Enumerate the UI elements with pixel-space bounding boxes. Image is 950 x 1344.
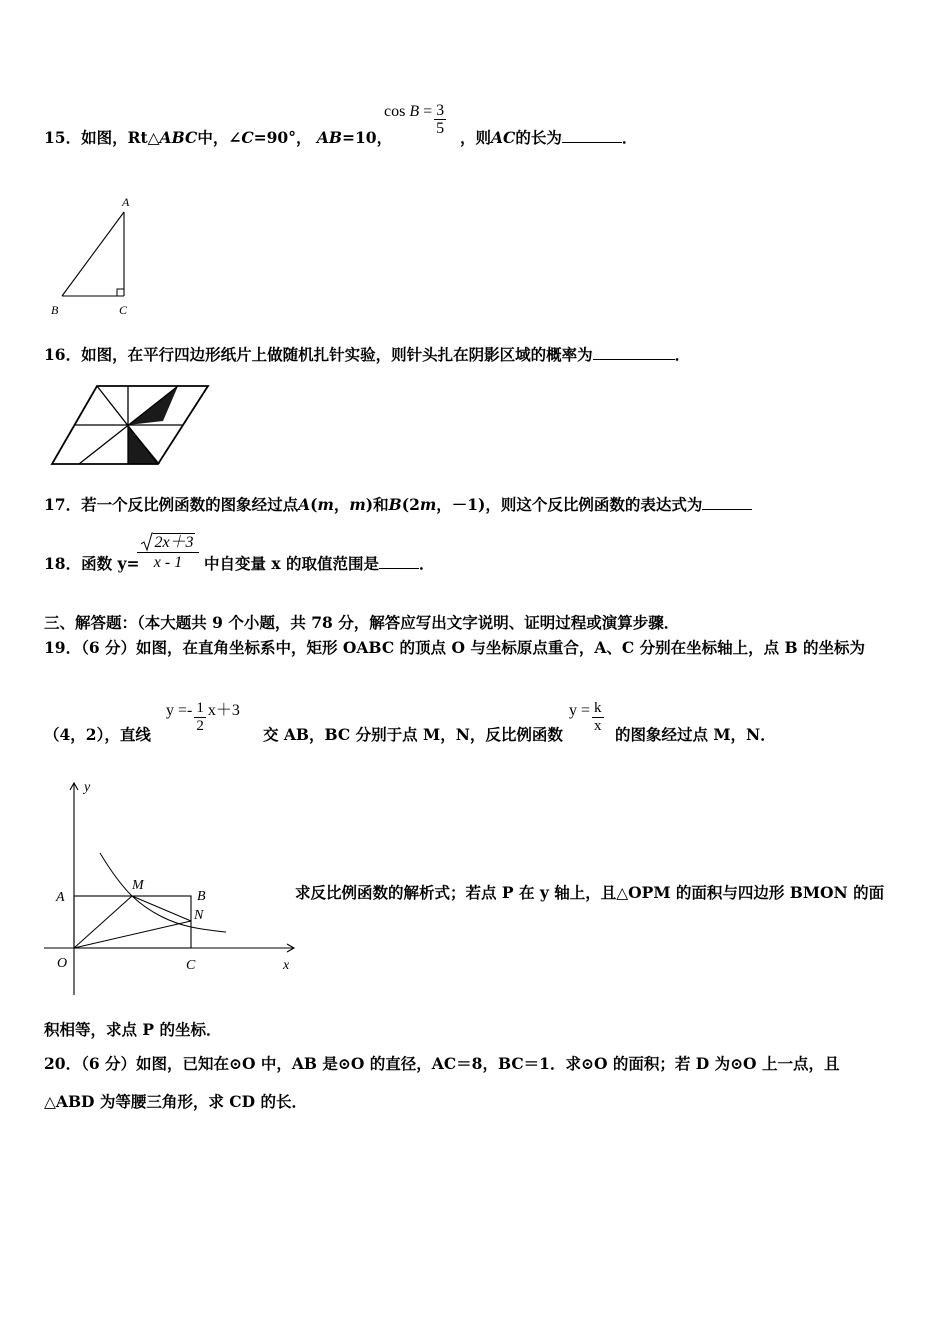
q19-end: 的图象经过点 M，N．: [615, 725, 776, 744]
q19-side-text: 求反比例函数的解析式；若点 P 在 y 轴上，且△OPM 的面积与四边形 BMON 的面: [295, 883, 885, 902]
q19-point: （4，2），直线: [44, 725, 151, 744]
q16-parallelogram-figure: [48, 382, 214, 472]
label-m: M: [132, 878, 144, 893]
q16-line: 16．如图，在平行四边形纸片上做随机扎针实验，则针头扎在阴影区域的概率为 ．: [44, 345, 691, 364]
answer-blank: [593, 345, 675, 360]
q15-triangle-figure: [40, 192, 150, 322]
q15-cos-formula: cos B = $\frac{3}{5}$: [384, 102, 445, 137]
q20-line2: △ABD 为等腰三角形，求 CD 的长．: [44, 1092, 307, 1111]
q19-mid: 交 AB，BC 分别于点 M，N，反比例函数: [263, 725, 563, 744]
answer-blank: [562, 128, 622, 143]
q19-coordinate-figure: [40, 775, 300, 1000]
q19-line-equation: y =- $\frac{1}{2}$ x＋3: [166, 700, 240, 734]
label-o: O: [57, 956, 68, 971]
q18-fraction: 2x＋3 x - 1: [137, 530, 199, 573]
label-n: N: [194, 908, 204, 923]
answer-blank: [379, 554, 419, 569]
q15-tail: ，则AC的长为 ．: [460, 128, 638, 147]
segment-om: [74, 896, 132, 948]
sqrt-icon: [141, 532, 153, 552]
q15-number: 15．: [44, 128, 82, 147]
q19-continuation: 积相等，求点 P 的坐标．: [44, 1020, 222, 1039]
q18-tail: 中自变量 x 的取值范围是 ．: [204, 554, 435, 573]
label-c: C: [119, 303, 128, 317]
label-a: A: [56, 890, 65, 905]
q19-line1: 19．（6 分）如图，在直角坐标系中，矩形 OABC 的顶点 O 与坐标原点重合，A、C 分别在坐标轴上，点 B 的坐标为: [44, 638, 865, 657]
label-b: B: [197, 889, 206, 904]
q19-inverse-equation: y = $\frac{k}{x}$: [569, 700, 602, 734]
hyperbola-curve: [100, 853, 226, 932]
label-b: B: [51, 303, 59, 317]
label-y: y: [84, 780, 91, 795]
q20-line1: 20．（6 分）如图，已知在⊙O 中，AB 是⊙O 的直径，AC＝8，BC＝1．求⊙O 的面积；若 D 为⊙O 上一点，且: [44, 1054, 840, 1073]
segment-on: [74, 921, 191, 948]
side-ab: [62, 212, 124, 296]
q18-label: 18．函数 y=: [44, 554, 140, 573]
label-c: C: [186, 958, 196, 973]
q15-line: 15．如图，Rt△ABC中，∠C=90°， AB=10，: [44, 128, 393, 147]
answer-blank: [702, 495, 752, 510]
label-x: x: [283, 958, 290, 973]
q17-line: 17．若一个反比例函数的图象经过点A(m，m)和B(2m，－1)，则这个反比例函数的表达式为: [44, 495, 752, 515]
section-title: 三、解答题：（本大题共 9 个小题，共 78 分，解答应写出文字说明、证明过程或演算步骤．: [44, 613, 680, 632]
label-a: A: [122, 195, 130, 209]
right-angle-mark: [117, 289, 124, 296]
